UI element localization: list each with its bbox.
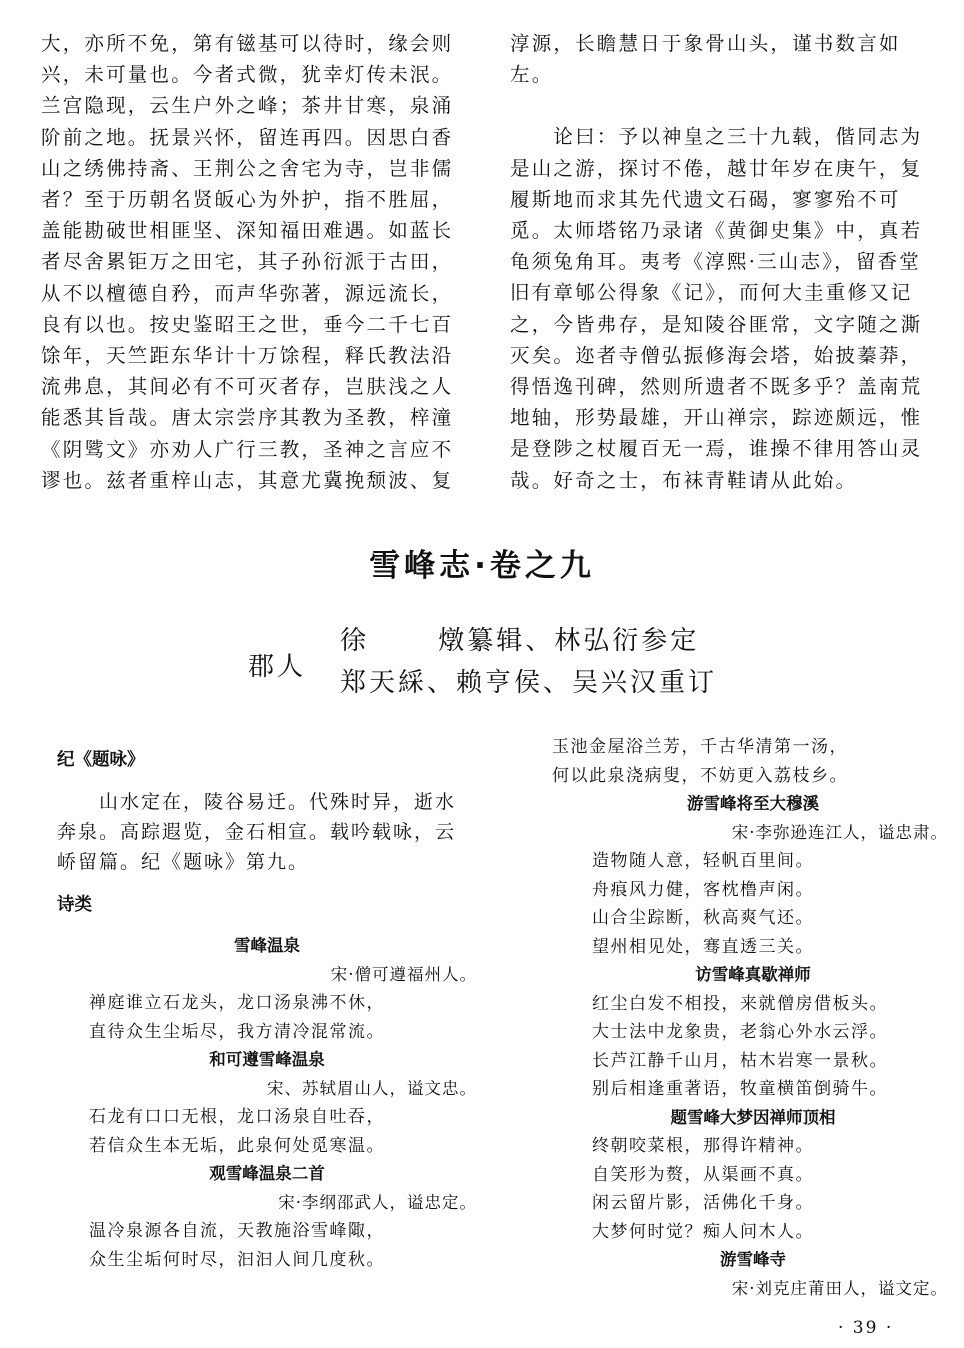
poem-line: 玉池金屋浴兰芳，千古华清第一汤， xyxy=(552,737,848,757)
text-line: 旧有章郇公得象《记》，而何大圭重修又记 xyxy=(510,281,913,305)
text-line: 履斯地而求其先代遗文石碣，寥寥殆不可 xyxy=(510,187,901,211)
poem-line: 自笑形为赘，从渠画不真。 xyxy=(592,1164,814,1185)
poem-title: 游雪峰寺 xyxy=(720,1250,786,1269)
poem-line: 长芦江静千山月，枯木岩寒一景秋。 xyxy=(592,1050,888,1071)
poem-line: 若信众生本无垢，此泉何处觅寒温。 xyxy=(89,1135,385,1156)
poem-continuation xyxy=(548,733,948,790)
text-line: 哉。好奇之士，布袜青鞋请从此始。 xyxy=(510,468,858,492)
text-line: 流弗息，其间必有不可灭者存，岂肤浅之人 xyxy=(41,375,454,399)
poem-line: 直待众生尘垢尽，我方清冷混常流。 xyxy=(89,1021,385,1042)
top-left-column xyxy=(41,28,471,496)
editors-line-1: 徐 燉纂辑、林弘衍参定 xyxy=(340,626,700,656)
editors-lines xyxy=(340,620,717,704)
text-line: 地轴，形势最雄，开山禅宗，踪迹颇远，惟 xyxy=(510,406,923,430)
poem-line: 大梦何时觉？痴人问木人。 xyxy=(592,1221,814,1242)
poem-line: 别后相逢重著语，牧童横笛倒骑牛。 xyxy=(592,1079,888,1099)
poem-line: 红尘白发不相投，来就僧房借板头。 xyxy=(592,993,888,1014)
text-line: 论曰：予以神皇之三十九载，偕同志为 xyxy=(510,125,923,149)
poem-author: 宋·刘克庄莆田人，谥文定。 xyxy=(731,1278,948,1298)
text-line: 左。 xyxy=(510,63,554,87)
poem-line: 造物随人意，轻帆百里间。 xyxy=(592,851,814,871)
poem-line: 石龙有口口无根，龙口汤泉自吐吞， xyxy=(89,1107,385,1127)
text-line: 之，今皆弗存，是知陵谷匪常，文字随之澌 xyxy=(510,312,923,336)
poems-right xyxy=(548,790,948,1303)
editors-label: 郡人 xyxy=(248,652,307,682)
text-line: 者尽舍累钜万之田宅，其子孙衍派于古田， xyxy=(41,250,454,274)
poem-line: 山合尘踪断，秋高爽气还。 xyxy=(592,908,814,928)
poem-line: 众生尘垢何时尽，汩汩人间几度秋。 xyxy=(89,1249,385,1270)
text-line: 灭矣。迩者寺僧弘振修海会塔，始披蓁莽， xyxy=(510,343,923,367)
poem-line: 望州相见处，骞直透三关。 xyxy=(592,936,814,957)
poem-line: 大士法中龙象贵，老翁心外水云浮。 xyxy=(592,1022,888,1042)
poem-author: 宋·李纲邵武人，谥忠定。 xyxy=(278,1192,477,1212)
text-line: 龟须兔角耳。夷考《淳熙·三山志》，留香堂 xyxy=(510,250,921,274)
poem-author: 宋、苏轼眉山人，谥文忠。 xyxy=(267,1078,477,1098)
top-right-column xyxy=(510,28,940,496)
poem-title: 和可遵雪峰温泉 xyxy=(209,1050,325,1069)
editors-line-2: 郑天綵、赖亨侯、吴兴汉重订 xyxy=(340,668,718,698)
poem-title: 访雪峰真歇禅师 xyxy=(695,965,811,984)
text-line: 馀年，天竺距东华计十万馀程，释氏教法沿 xyxy=(41,344,454,368)
text-line: 是登陟之杖履百无一焉，谁操不律用答山灵 xyxy=(510,437,923,461)
text-line: 从不以檀德自矜，而声华弥著，源远流长， xyxy=(41,281,454,305)
page-number: · 39 · xyxy=(838,1318,894,1338)
text-line: 谬也。兹者重梓山志，其意尤冀挽颓波、复 xyxy=(41,468,454,492)
text-line: 能悉其旨哉。唐太宗尝序其教为圣教，梓潼 xyxy=(41,406,454,430)
text-line: 淳源，长瞻慧日于象骨山头，谨书数言如 xyxy=(510,32,901,55)
text-line: 兰宫隐现，云生户外之峰；茶井甘寒，泉涌 xyxy=(41,94,454,118)
subsection-heading: 诗类 xyxy=(57,895,92,915)
bottom-right-column xyxy=(548,733,948,1303)
poem-author: 宋·李弥逊连江人，谥忠肃。 xyxy=(731,822,948,842)
bottom-left-column xyxy=(57,746,477,1274)
poem-title: 雪峰温泉 xyxy=(234,936,300,955)
poem-line: 闲云留片影，活佛化千身。 xyxy=(592,1193,814,1213)
poem-line: 禅庭谁立石龙头，龙口汤泉沸不休， xyxy=(89,993,385,1013)
text-line: 兴，未可量也。今者式微，犹幸灯传未泯。 xyxy=(41,63,454,87)
intro-line: 奔泉。高踪遐览，金石相宣。载吟载咏，云 xyxy=(57,821,457,843)
poems-left xyxy=(57,932,477,1274)
section-heading: 纪《题咏》 xyxy=(57,750,145,770)
text-line: 得悟逸刊碑，然则所遗者不既多乎？盖南荒 xyxy=(510,375,923,399)
poem-title: 游雪峰将至大穆溪 xyxy=(687,794,819,813)
poem-author: 宋·僧可遵福州人。 xyxy=(330,964,477,984)
text-line: 觅。太师塔铭乃录诸《黄御史集》中，真若 xyxy=(510,219,923,243)
text-line: 《阴骘文》亦劝人广行三教，圣神之言应不 xyxy=(41,437,454,461)
poem-title: 题雪峰大梦因禅师顶相 xyxy=(670,1107,836,1127)
text-line: 是山之游，探讨不倦，越廿年岁在庚午，复 xyxy=(510,156,923,180)
intro-line: 峤留篇。纪《题咏》第九。 xyxy=(57,851,310,873)
poem-title: 观雪峰温泉二首 xyxy=(209,1164,325,1183)
text-line: 山之绣佛持斋、王荆公之舍宅为寺，岂非儒 xyxy=(41,156,454,180)
section-intro xyxy=(57,787,477,877)
text-line: 良有以也。按史鉴昭王之世，垂今二千七百 xyxy=(41,312,454,336)
text-line: 盖能勘破世相匪坚、深知福田难遇。如蓝长 xyxy=(41,219,454,243)
poem-line: 终朝咬菜根，那得许精神。 xyxy=(592,1136,814,1156)
intro-line: 山水定在，陵谷易迁。代殊时异，逝水 xyxy=(57,791,457,813)
text-line: 阶前之地。抚景兴怀，留连再四。因思白香 xyxy=(41,125,454,149)
poem-line: 何以此泉浇病叟，不妨更入荔枝乡。 xyxy=(552,765,848,786)
chapter-title: 雪峰志·卷之九 xyxy=(369,548,595,584)
poem-line: 舟痕风力健，客枕橹声闲。 xyxy=(592,879,814,900)
text-line: 大，亦所不免，第有镃基可以待时，缘会则 xyxy=(41,32,454,55)
text-line: 者？至于历朝名贤皈心为外护，指不胜屈， xyxy=(41,188,454,212)
poem-line: 温冷泉源各自流，天教施浴雪峰陬， xyxy=(89,1221,385,1241)
